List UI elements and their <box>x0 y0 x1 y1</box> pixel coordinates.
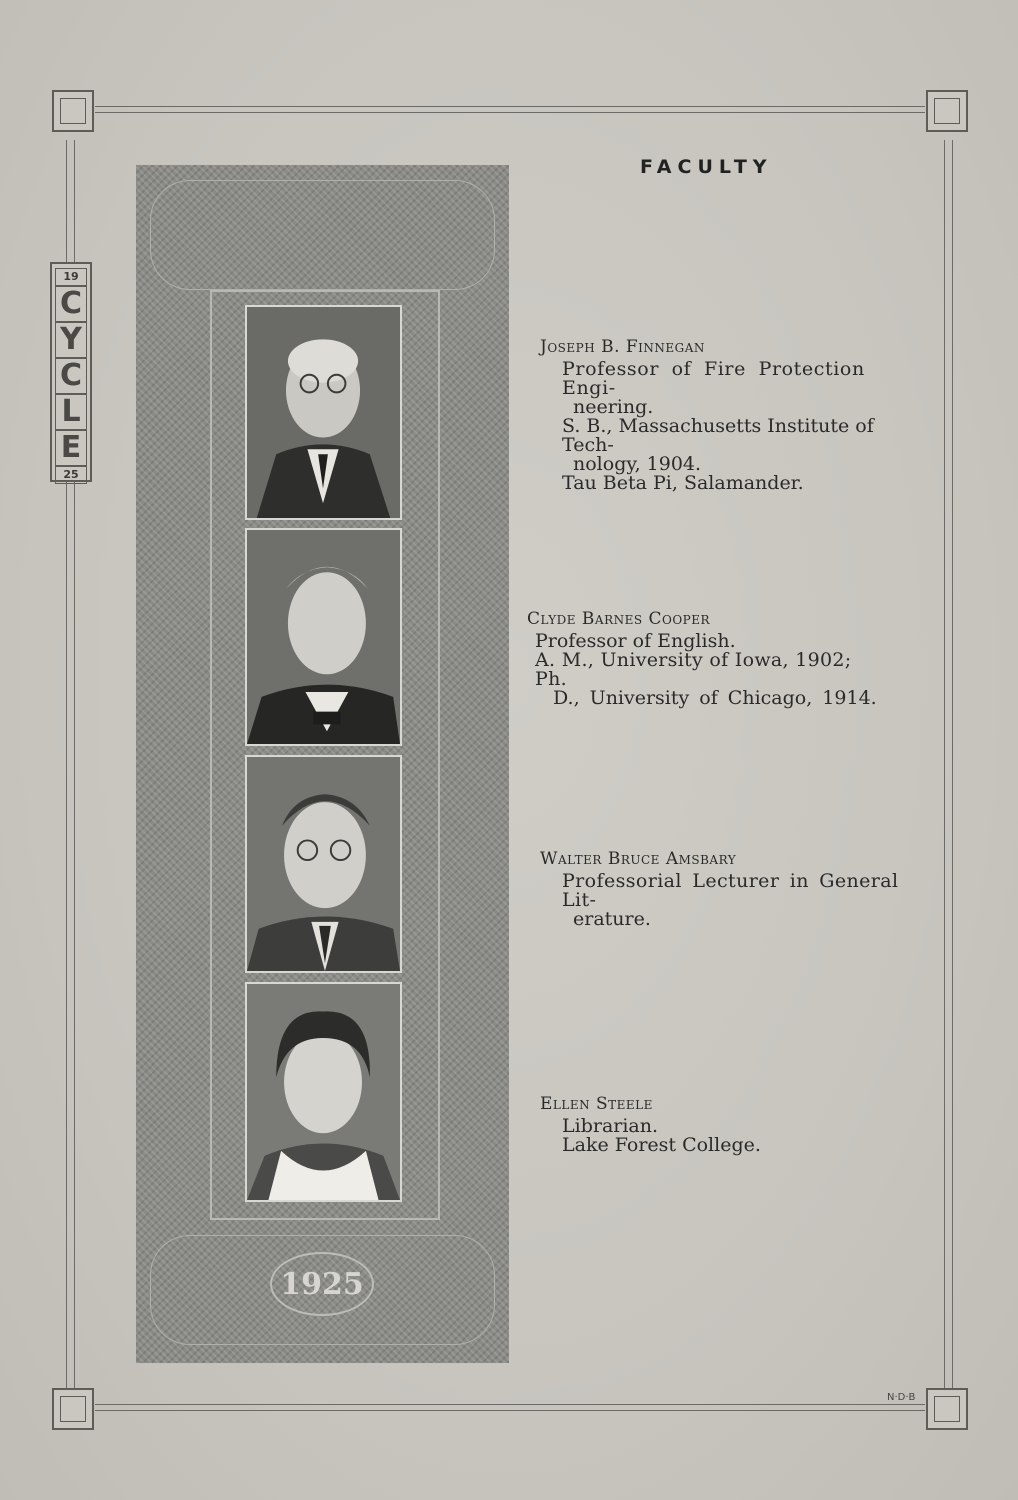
portrait-photo <box>245 305 402 520</box>
corner-ornament-top-left <box>52 90 94 132</box>
faculty-name: Clyde Barnes Cooper <box>527 609 711 629</box>
cycle-letter: C <box>55 286 87 322</box>
frame-top-line-inner <box>95 112 925 113</box>
panel-year-badge: 1925 <box>270 1252 374 1316</box>
faculty-name: Joseph B. Finnegan <box>540 337 705 357</box>
frame-right-line <box>944 140 945 1390</box>
faculty-entry <box>527 610 887 708</box>
faculty-detail-line: Professor of Fire Protection Engi- <box>562 358 865 399</box>
faculty-entry <box>540 1095 900 1155</box>
faculty-detail-line: Professorial Lecturer in General Lit- <box>562 870 899 911</box>
faculty-detail-line: Professor of English. <box>535 630 736 652</box>
faculty-name: Ellen Steele <box>540 1094 653 1114</box>
artist-signature: N·D·B <box>887 1392 916 1403</box>
portrait-photo <box>245 528 402 746</box>
faculty-detail-line: neering. <box>573 396 654 418</box>
faculty-entry <box>540 850 900 929</box>
faculty-detail-line: S. B., Massachusetts Institute of Tech- <box>562 415 874 456</box>
portrait-photo <box>245 755 402 973</box>
cycle-letter: L <box>55 394 87 430</box>
cycle-year-bottom: 25 <box>55 466 87 484</box>
corner-ornament-bottom-left <box>52 1388 94 1430</box>
faculty-detail-line: Lake Forest College. <box>562 1134 761 1156</box>
faculty-detail-line: D., University of Chicago, 1914. <box>553 687 877 709</box>
frame-right-line-inner <box>952 140 953 1390</box>
corner-ornament-bottom-right <box>926 1388 968 1430</box>
portrait-photo <box>245 982 402 1202</box>
faculty-detail-line: nology, 1904. <box>573 453 702 475</box>
cycle-letter: C <box>55 358 87 394</box>
faculty-entry <box>540 338 900 493</box>
frame-top-line <box>95 106 925 107</box>
cycle-year-top: 19 <box>55 268 87 286</box>
frame-bottom-line-inner <box>95 1410 925 1411</box>
frame-bottom-line <box>95 1404 925 1405</box>
cycle-side-ornament <box>50 262 92 482</box>
cycle-letter: E <box>55 430 87 466</box>
panel-ornament-top <box>150 180 495 290</box>
faculty-name: Walter Bruce Amsbary <box>540 849 737 869</box>
page-title: FACULTY <box>640 156 773 178</box>
faculty-detail-line: Tau Beta Pi, Salamander. <box>562 472 804 494</box>
cycle-letter: Y <box>55 322 87 358</box>
faculty-detail-line: A. M., University of Iowa, 1902; Ph. <box>535 649 852 690</box>
faculty-detail-line: erature. <box>573 908 651 930</box>
corner-ornament-top-right <box>926 90 968 132</box>
faculty-detail-line: Librarian. <box>562 1115 659 1137</box>
